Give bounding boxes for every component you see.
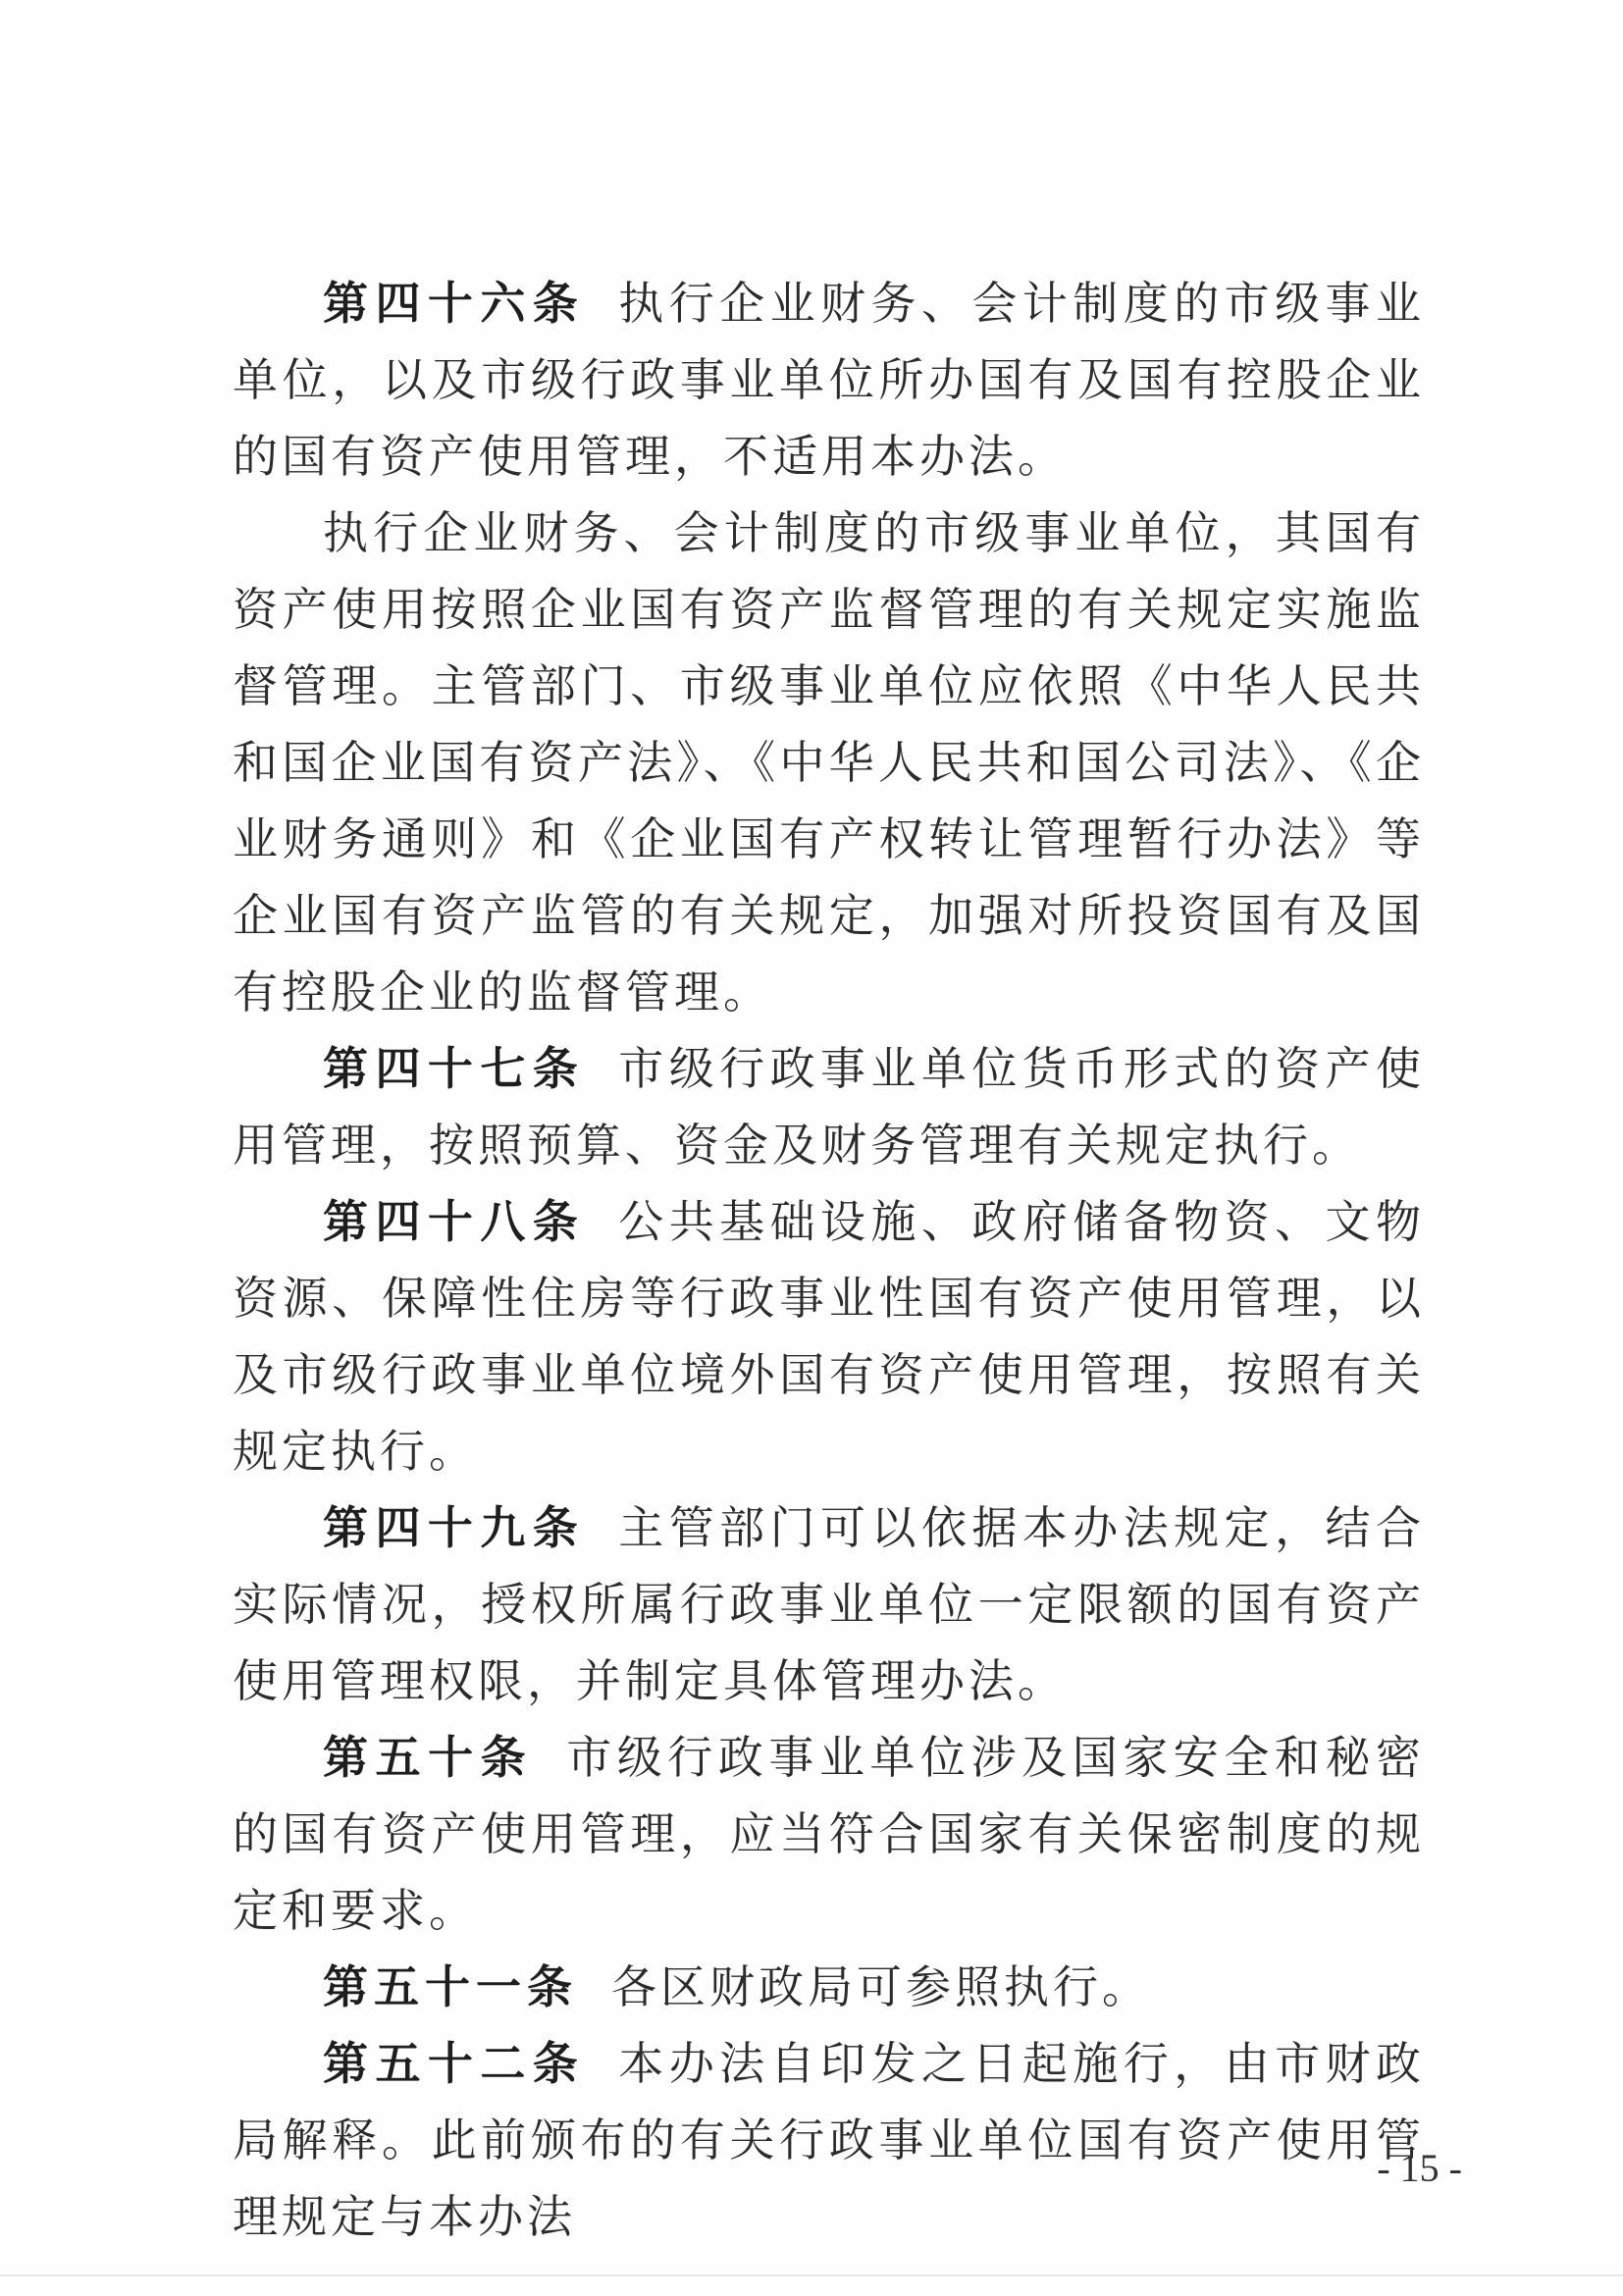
article-50 <box>233 1719 1425 1949</box>
article-label: 第五十二条 <box>323 2037 586 2090</box>
article-label: 第五十条 <box>323 1731 534 1784</box>
article-46-paragraph-2 <box>233 495 1425 1030</box>
document-body <box>233 265 1425 2255</box>
article-49 <box>233 1489 1425 1719</box>
article-text: 主管部门可以依据本办法规定，结合实际情况，授权所属行政事业单位一定限额的国有资产使用管理权限，并制定具体管理办法。 <box>233 1501 1425 1707</box>
article-label: 第五十一条 <box>323 1960 578 2013</box>
article-51 <box>233 1949 1425 2025</box>
article-48 <box>233 1183 1425 1489</box>
article-label: 第四十九条 <box>323 1501 586 1554</box>
article-text: 市级行政事业单位涉及国家安全和秘密的国有资产使用管理，应当符合国家有关保密制度的规定和要求。 <box>233 1731 1426 1937</box>
article-text: 执行企业财务、会计制度的市级事业单位，其国有资产使用按照企业国有资产监督管理的有关规定实施监督管理。主管部门、市级事业单位应依照《中华人民共和国企业国有资产法》、《中华人民共和国公司法》、《企业财务通则》和《企业国有产权转让管理暂行办法》等企业国有资产监管的有关规定，加强对所投资国有及国有控股企业的监督管理。 <box>233 506 1425 1018</box>
article-47 <box>233 1030 1425 1183</box>
article-label: 第四十七条 <box>323 1042 586 1095</box>
article-label: 第四十六条 <box>323 277 586 330</box>
article-52 <box>233 2025 1425 2255</box>
article-text: 本办法自印发之日起施行，由市财政局解释。此前颁布的有关行政事业单位国有资产使用管理规定与本办法 <box>233 2037 1425 2243</box>
article-text: 市级行政事业单位货币形式的资产使用管理，按照预算、资金及财务管理有关规定执行。 <box>233 1042 1425 1172</box>
article-text: 公共基础设施、政府储备物资、文物资源、保障性住房等行政事业性国有资产使用管理，以及市级行政事业单位境外国有资产使用管理，按照有关规定执行。 <box>233 1195 1425 1478</box>
page-number: - 15 - <box>1377 2146 1462 2190</box>
article-label: 第四十八条 <box>323 1195 586 1248</box>
article-46 <box>233 265 1425 495</box>
article-text: 执行企业财务、会计制度的市级事业单位，以及市级行政事业单位所办国有及国有控股企业的国有资产使用管理，不适用本办法。 <box>233 277 1425 483</box>
page-bottom-edge <box>0 2274 1623 2276</box>
article-text: 各区财政局可参照执行。 <box>611 1960 1151 2013</box>
